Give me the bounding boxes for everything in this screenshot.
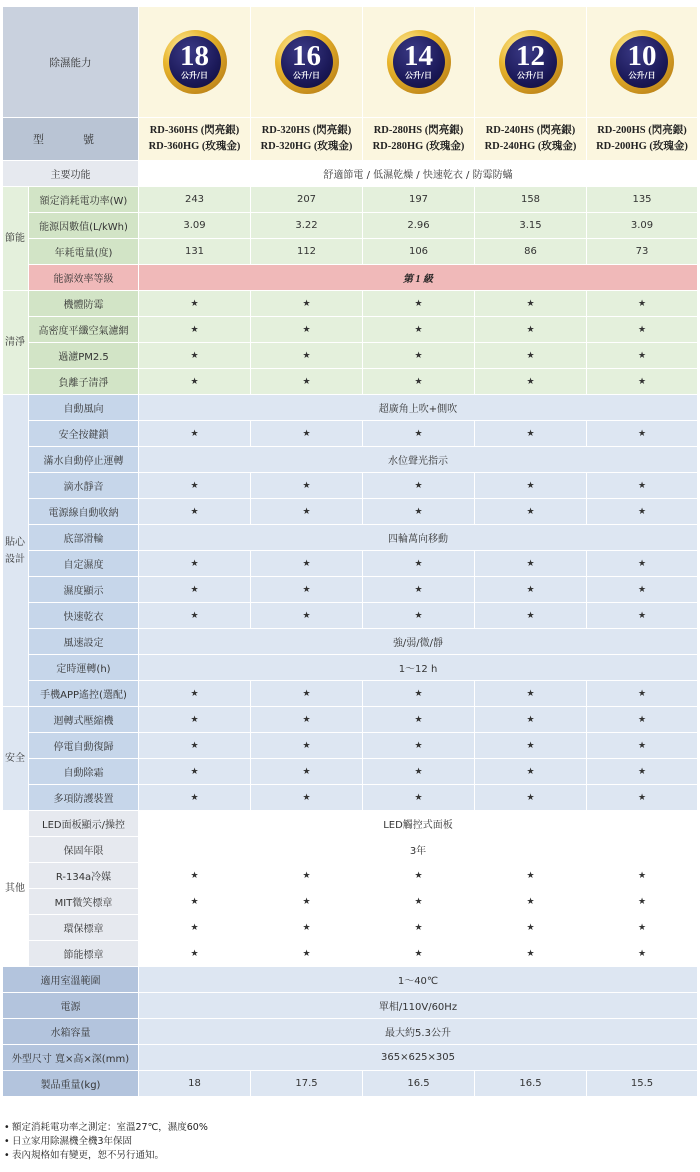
feature-row: [3, 941, 697, 966]
feature-value: 197: [363, 187, 474, 212]
main-function-row: [3, 161, 697, 186]
feature-label: 底部滑輪: [29, 525, 138, 550]
feature-row: [3, 655, 697, 680]
star-icon: ★: [587, 369, 697, 394]
star-icon: ★: [363, 941, 474, 966]
feature-row: [3, 863, 697, 888]
main-function-value: 舒適節電 / 低濕乾燥 / 快速乾衣 / 防霉防蟎: [139, 161, 697, 186]
star-icon: ★: [363, 369, 474, 394]
feature-value: 最大約5.3公升: [139, 1019, 697, 1044]
star-icon: ★: [363, 499, 474, 524]
feature-row: [3, 395, 697, 420]
capacity-badge-icon: 18 公升/日: [163, 30, 227, 94]
model-name: RD-200HS (閃亮銀) RD-200HG (玫瑰金): [587, 118, 697, 160]
feature-value: 135: [587, 187, 697, 212]
feature-label: 能源效率等級: [29, 265, 138, 290]
star-icon: ★: [139, 759, 250, 784]
feature-label: 保固年限: [29, 837, 138, 862]
star-icon: ★: [475, 785, 586, 810]
feature-row: [3, 629, 697, 654]
star-icon: ★: [251, 291, 362, 316]
star-icon: ★: [251, 603, 362, 628]
feature-value: 73: [587, 239, 697, 264]
star-icon: ★: [139, 421, 250, 446]
star-icon: ★: [587, 941, 697, 966]
feature-label: 高密度平纖空氣濾網: [29, 317, 138, 342]
star-icon: ★: [475, 681, 586, 706]
capacity-badge-icon: 16 公升/日: [275, 30, 339, 94]
feature-row: [3, 187, 697, 212]
star-icon: ★: [251, 369, 362, 394]
star-icon: ★: [363, 603, 474, 628]
star-icon: ★: [251, 577, 362, 602]
star-icon: ★: [139, 941, 250, 966]
star-icon: ★: [139, 785, 250, 810]
feature-label: 額定消耗電功率(W): [29, 187, 138, 212]
feature-label: 自定濕度: [29, 551, 138, 576]
star-icon: ★: [139, 317, 250, 342]
feature-value: 207: [251, 187, 362, 212]
star-icon: ★: [139, 889, 250, 914]
star-icon: ★: [587, 889, 697, 914]
star-icon: ★: [251, 915, 362, 940]
feature-row: [3, 317, 697, 342]
star-icon: ★: [587, 421, 697, 446]
star-icon: ★: [363, 551, 474, 576]
feature-value: 3.15: [475, 213, 586, 238]
star-icon: ★: [139, 343, 250, 368]
feature-row: [3, 837, 697, 862]
model-row: [3, 118, 697, 160]
feature-label: 機體防霉: [29, 291, 138, 316]
feature-label: 水箱容量: [3, 1019, 138, 1044]
feature-label: 適用室溫範圍: [3, 967, 138, 992]
star-icon: ★: [363, 421, 474, 446]
feature-row: [3, 759, 697, 784]
feature-label: LED面板顯示/操控: [29, 811, 138, 836]
feature-value: 1～12 h: [139, 655, 697, 680]
star-icon: ★: [475, 863, 586, 888]
star-icon: ★: [251, 343, 362, 368]
footnote: • 額定消耗電功率之測定：室溫27℃，濕度60%: [4, 1121, 694, 1135]
star-icon: ★: [139, 551, 250, 576]
star-icon: ★: [139, 863, 250, 888]
feature-value: 15.5: [587, 1071, 697, 1096]
star-icon: ★: [587, 759, 697, 784]
feature-value: 16.5: [475, 1071, 586, 1096]
star-icon: ★: [139, 473, 250, 498]
star-icon: ★: [587, 473, 697, 498]
model-label: 型 號: [3, 118, 138, 160]
feature-row: [3, 447, 697, 472]
star-icon: ★: [251, 733, 362, 758]
star-icon: ★: [475, 317, 586, 342]
star-icon: ★: [139, 603, 250, 628]
feature-value: 106: [363, 239, 474, 264]
star-icon: ★: [475, 473, 586, 498]
feature-label: 定時運轉(h): [29, 655, 138, 680]
feature-label: 負離子清淨: [29, 369, 138, 394]
feature-row: [3, 681, 697, 706]
star-icon: ★: [363, 343, 474, 368]
feature-value: 86: [475, 239, 586, 264]
feature-label: 停電自動復歸: [29, 733, 138, 758]
feature-value: 17.5: [251, 1071, 362, 1096]
feature-label: 手機APP遙控(選配): [29, 681, 138, 706]
feature-value: 2.96: [363, 213, 474, 238]
feature-row: [3, 291, 697, 316]
feature-label: 風速設定: [29, 629, 138, 654]
group-label: 清淨: [3, 291, 28, 394]
star-icon: ★: [251, 863, 362, 888]
model-name: RD-280HS (閃亮銀) RD-280HG (玫瑰金): [363, 118, 474, 160]
star-icon: ★: [475, 577, 586, 602]
feature-row: [3, 499, 697, 524]
footnote: • 日立家用除濕機全機3年保固: [4, 1135, 694, 1149]
star-icon: ★: [587, 863, 697, 888]
feature-label: 滿水自動停止運轉: [29, 447, 138, 472]
feature-row: [3, 1071, 697, 1096]
feature-value: 3.09: [587, 213, 697, 238]
star-icon: ★: [251, 759, 362, 784]
star-icon: ★: [587, 733, 697, 758]
spec-table: [2, 6, 698, 1097]
model-name: RD-360HS (閃亮銀) RD-360HG (玫瑰金): [139, 118, 250, 160]
feature-label: 自動除霜: [29, 759, 138, 784]
feature-value: 18: [139, 1071, 250, 1096]
feature-row: [3, 993, 697, 1018]
feature-label: 年耗電量(度): [29, 239, 138, 264]
star-icon: ★: [139, 499, 250, 524]
star-icon: ★: [139, 577, 250, 602]
feature-row: [3, 265, 697, 290]
star-icon: ★: [475, 369, 586, 394]
star-icon: ★: [363, 317, 474, 342]
star-icon: ★: [587, 785, 697, 810]
star-icon: ★: [475, 551, 586, 576]
feature-value: 243: [139, 187, 250, 212]
star-icon: ★: [363, 681, 474, 706]
feature-value: 強/弱/微/靜: [139, 629, 697, 654]
star-icon: ★: [251, 317, 362, 342]
feature-value: 3.09: [139, 213, 250, 238]
feature-row: [3, 369, 697, 394]
star-icon: ★: [251, 421, 362, 446]
group-label: 其他: [3, 811, 28, 966]
feature-row: [3, 213, 697, 238]
star-icon: ★: [587, 343, 697, 368]
energy-grade-value: 第 1 級: [139, 265, 697, 290]
feature-row: [3, 603, 697, 628]
star-icon: ★: [475, 889, 586, 914]
star-icon: ★: [475, 941, 586, 966]
feature-value: 365×625×305: [139, 1045, 697, 1070]
feature-label: 安全按鍵鎖: [29, 421, 138, 446]
star-icon: ★: [587, 681, 697, 706]
feature-row: [3, 785, 697, 810]
capacity-badge-icon: 10 公升/日: [610, 30, 674, 94]
capacity-label: 除濕能力: [3, 7, 138, 117]
star-icon: ★: [587, 603, 697, 628]
feature-value: 單相/110V/60Hz: [139, 993, 697, 1018]
feature-label: 電源: [3, 993, 138, 1018]
star-icon: ★: [587, 499, 697, 524]
model-name: RD-320HS (閃亮銀) RD-320HG (玫瑰金): [251, 118, 362, 160]
feature-label: 過濾PM2.5: [29, 343, 138, 368]
star-icon: ★: [475, 291, 586, 316]
star-icon: ★: [587, 551, 697, 576]
star-icon: ★: [475, 603, 586, 628]
feature-value: 131: [139, 239, 250, 264]
feature-row: [3, 915, 697, 940]
feature-row: [3, 1045, 697, 1070]
feature-value: 水位聲光指示: [139, 447, 697, 472]
footnote: • 表內規格如有變更，恕不另行通知。: [4, 1149, 694, 1163]
star-icon: ★: [587, 915, 697, 940]
feature-value: 超廣角上吹+側吹: [139, 395, 697, 420]
star-icon: ★: [363, 291, 474, 316]
star-icon: ★: [475, 343, 586, 368]
feature-value: 158: [475, 187, 586, 212]
feature-row: [3, 967, 697, 992]
star-icon: ★: [251, 499, 362, 524]
star-icon: ★: [475, 707, 586, 732]
feature-value: 四輪萬向移動: [139, 525, 697, 550]
star-icon: ★: [475, 733, 586, 758]
star-icon: ★: [139, 369, 250, 394]
feature-label: 能源因數值(L/kWh): [29, 213, 138, 238]
star-icon: ★: [251, 941, 362, 966]
feature-row: [3, 473, 697, 498]
star-icon: ★: [587, 317, 697, 342]
star-icon: ★: [363, 707, 474, 732]
star-icon: ★: [587, 707, 697, 732]
star-icon: ★: [139, 707, 250, 732]
star-icon: ★: [363, 915, 474, 940]
star-icon: ★: [363, 577, 474, 602]
star-icon: ★: [475, 759, 586, 784]
feature-value: 3年: [139, 837, 697, 862]
star-icon: ★: [251, 889, 362, 914]
feature-label: 快速乾衣: [29, 603, 138, 628]
feature-row: [3, 577, 697, 602]
feature-label: 節能標章: [29, 941, 138, 966]
star-icon: ★: [251, 681, 362, 706]
feature-label: 濕度顯示: [29, 577, 138, 602]
group-label: 安全: [3, 707, 28, 810]
feature-label: 滴水靜音: [29, 473, 138, 498]
star-icon: ★: [251, 707, 362, 732]
feature-label: 多項防護裝置: [29, 785, 138, 810]
feature-row: [3, 343, 697, 368]
star-icon: ★: [363, 759, 474, 784]
feature-value: 16.5: [363, 1071, 474, 1096]
feature-row: [3, 551, 697, 576]
star-icon: ★: [475, 499, 586, 524]
star-icon: ★: [139, 733, 250, 758]
star-icon: ★: [251, 473, 362, 498]
feature-value: LED觸控式面板: [139, 811, 697, 836]
feature-row: [3, 707, 697, 732]
feature-label: 環保標章: [29, 915, 138, 940]
capacity-badge-icon: 12 公升/日: [499, 30, 563, 94]
star-icon: ★: [363, 889, 474, 914]
capacity-row: [3, 7, 697, 117]
feature-row: [3, 889, 697, 914]
star-icon: ★: [587, 577, 697, 602]
feature-value: 112: [251, 239, 362, 264]
star-icon: ★: [139, 915, 250, 940]
group-label: 貼心 設計: [3, 395, 28, 706]
feature-value: 1～40℃: [139, 967, 697, 992]
capacity-badge-icon: 14 公升/日: [387, 30, 451, 94]
feature-label: 迴轉式壓縮機: [29, 707, 138, 732]
star-icon: ★: [139, 291, 250, 316]
main-function-label: 主要功能: [3, 161, 138, 186]
feature-row: [3, 239, 697, 264]
star-icon: ★: [587, 291, 697, 316]
star-icon: ★: [363, 863, 474, 888]
feature-label: 製品重量(kg): [3, 1071, 138, 1096]
star-icon: ★: [251, 551, 362, 576]
model-name: RD-240HS (閃亮銀) RD-240HG (玫瑰金): [475, 118, 586, 160]
footnotes: [4, 1121, 694, 1163]
feature-row: [3, 811, 697, 836]
feature-row: [3, 1019, 697, 1044]
feature-label: 外型尺寸 寬×高×深(mm): [3, 1045, 138, 1070]
group-label: 節能: [3, 187, 28, 290]
feature-label: 自動風向: [29, 395, 138, 420]
star-icon: ★: [139, 681, 250, 706]
feature-row: [3, 525, 697, 550]
feature-row: [3, 733, 697, 758]
star-icon: ★: [363, 473, 474, 498]
star-icon: ★: [475, 915, 586, 940]
feature-value: 3.22: [251, 213, 362, 238]
feature-label: 電源線自動收納: [29, 499, 138, 524]
star-icon: ★: [363, 733, 474, 758]
star-icon: ★: [363, 785, 474, 810]
star-icon: ★: [475, 421, 586, 446]
star-icon: ★: [251, 785, 362, 810]
feature-label: MIT微笑標章: [29, 889, 138, 914]
feature-label: R-134a冷媒: [29, 863, 138, 888]
feature-row: [3, 421, 697, 446]
